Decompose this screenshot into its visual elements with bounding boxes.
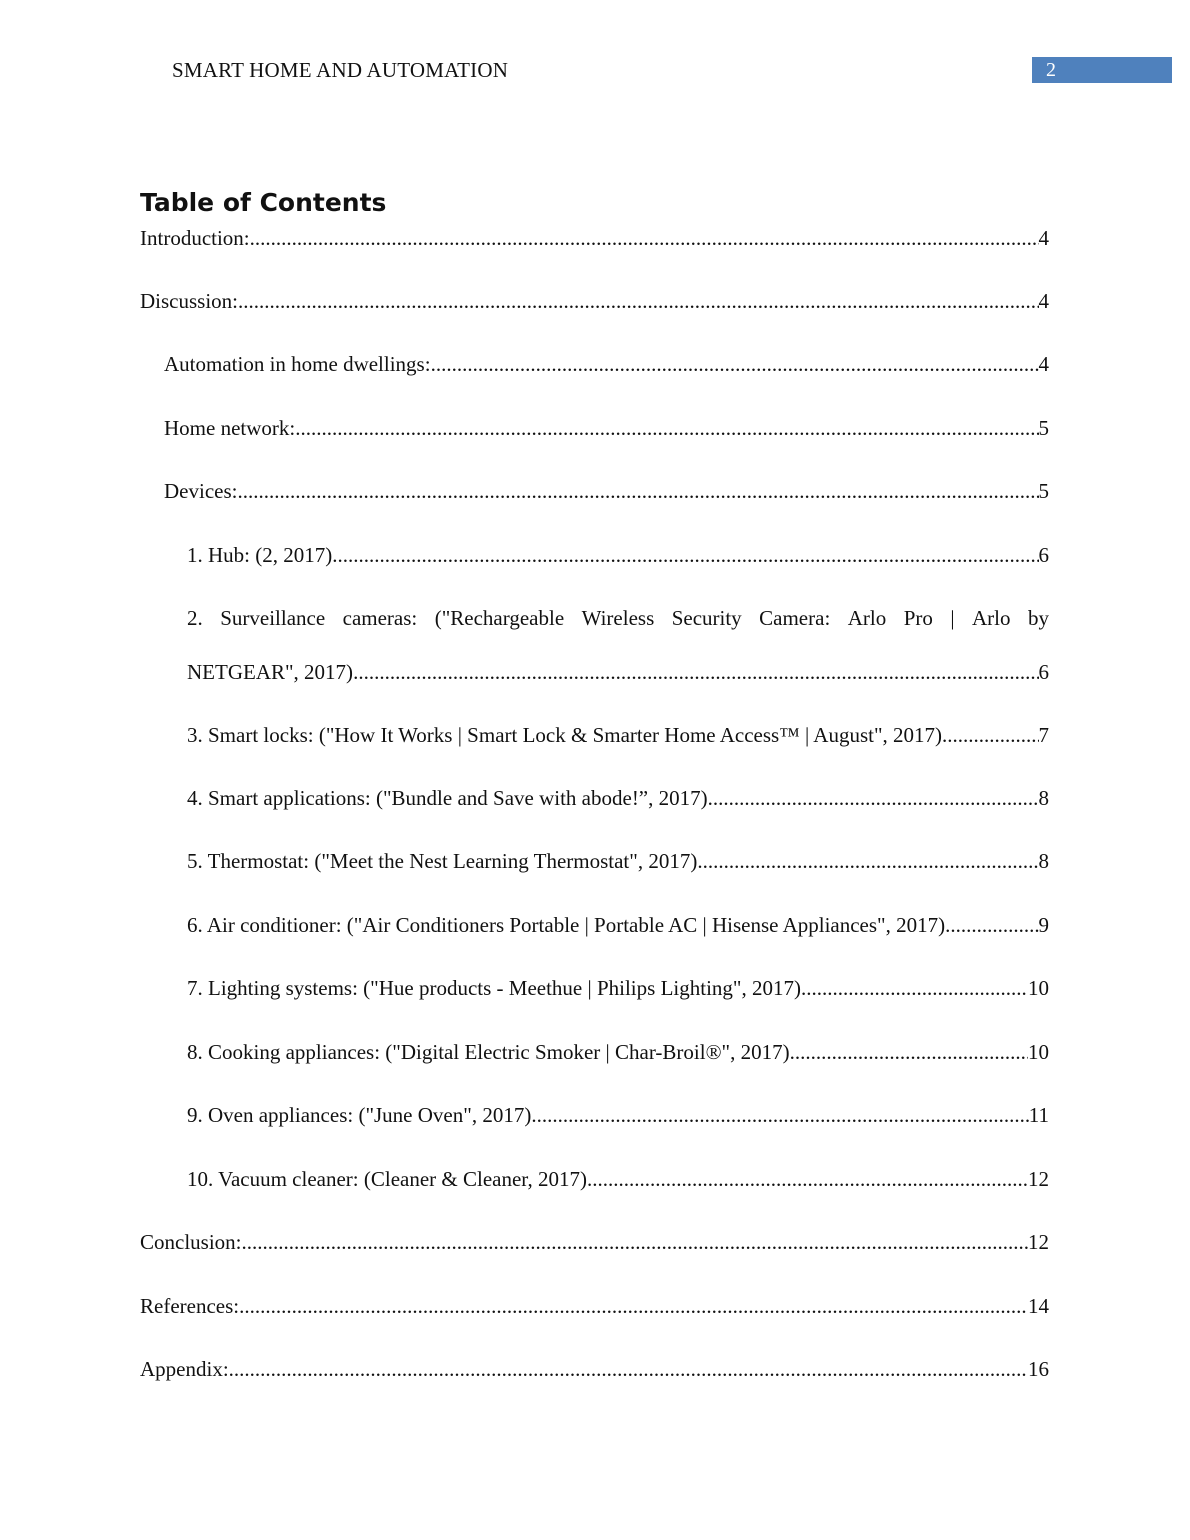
toc-leader-dots bbox=[697, 846, 1038, 876]
toc-word: Arlo bbox=[847, 606, 887, 630]
toc-entry-label: Appendix: bbox=[140, 1357, 229, 1381]
toc-entry-label: 6. Air conditioner: ("Air Conditioners Portable | Portable AC | Hisense Appliances", 2017) bbox=[187, 913, 946, 937]
toc-entry-devices[interactable] bbox=[164, 476, 1049, 506]
toc-leader-dots bbox=[239, 1291, 1028, 1321]
toc-word: Wireless bbox=[581, 606, 655, 630]
toc-leader-dots bbox=[431, 349, 1039, 379]
toc-leader-dots bbox=[945, 910, 1038, 940]
toc-entry-page: 9 bbox=[1038, 913, 1049, 937]
page-number: 2 bbox=[1046, 59, 1056, 81]
toc-word: cameras: bbox=[342, 606, 418, 630]
running-header-title: SMART HOME AND AUTOMATION bbox=[172, 58, 509, 82]
toc-entry-page: 5 bbox=[1038, 479, 1049, 503]
toc-entry-smart-locks[interactable] bbox=[187, 720, 1049, 750]
toc-entry-home-network[interactable] bbox=[164, 413, 1049, 443]
toc-leader-dots bbox=[242, 1227, 1028, 1257]
toc-entry-conclusion[interactable] bbox=[140, 1227, 1049, 1257]
toc-entry-page: 12 bbox=[1028, 1167, 1049, 1191]
toc-entry-page: 7 bbox=[1038, 723, 1049, 747]
toc-entry-page: 16 bbox=[1028, 1357, 1049, 1381]
toc-entry-label: 7. Lighting systems: ("Hue products - Meethue | Philips Lighting", 2017) bbox=[187, 976, 801, 1000]
toc-entry-label: 9. Oven appliances: ("June Oven", 2017) bbox=[187, 1103, 532, 1127]
toc-entry-label: 5. Thermostat: ("Meet the Nest Learning Thermostat", 2017) bbox=[187, 849, 698, 873]
toc-entry-label: 4. Smart applications: ("Bundle and Save with abode!”, 2017) bbox=[187, 786, 708, 810]
toc-word: | bbox=[950, 606, 955, 630]
toc-entry-page: 8 bbox=[1038, 786, 1049, 810]
toc-leader-dots bbox=[942, 720, 1038, 750]
toc-entry-label: Discussion: bbox=[140, 289, 239, 313]
toc-entry-oven-appliances[interactable] bbox=[187, 1100, 1049, 1130]
toc-leader-dots bbox=[353, 657, 1038, 687]
toc-leader-dots bbox=[229, 1354, 1028, 1384]
toc-entry-page: 6 bbox=[1038, 543, 1049, 567]
toc-leader-dots bbox=[801, 973, 1028, 1003]
toc-leader-dots bbox=[238, 286, 1038, 316]
toc-leader-dots bbox=[332, 540, 1038, 570]
toc-entry-label: References: bbox=[140, 1294, 240, 1318]
toc-entry-page: 5 bbox=[1038, 416, 1049, 440]
toc-word: Pro bbox=[903, 606, 933, 630]
toc-word: Arlo bbox=[972, 606, 1011, 630]
toc-word: by bbox=[1027, 606, 1049, 630]
toc-entry-discussion[interactable] bbox=[140, 286, 1049, 316]
toc-entry-page: 4 bbox=[1038, 226, 1049, 250]
toc-entry-label: Conclusion: bbox=[140, 1230, 242, 1254]
toc-entry-label: 1. Hub: (2, 2017) bbox=[187, 543, 333, 567]
toc-entry-page: 4 bbox=[1038, 289, 1049, 313]
toc-leader-dots bbox=[237, 476, 1038, 506]
toc-entry-cooking-appliances[interactable] bbox=[187, 1037, 1049, 1067]
toc-entry-label: Devices: bbox=[164, 479, 238, 503]
toc-leader-dots bbox=[790, 1037, 1028, 1067]
toc-entry-vacuum-cleaner[interactable] bbox=[187, 1164, 1049, 1194]
toc-title: Table of Contents bbox=[140, 188, 387, 217]
toc-entry-page: 14 bbox=[1028, 1294, 1049, 1318]
toc-entry-automation[interactable] bbox=[164, 349, 1049, 379]
toc-entry-page: 4 bbox=[1038, 352, 1049, 376]
toc-entry-label: 8. Cooking appliances: ("Digital Electric Smoker | Char-Broil®", 2017) bbox=[187, 1040, 790, 1064]
toc-leader-dots bbox=[250, 223, 1039, 253]
toc-entry-label: Introduction: bbox=[140, 226, 250, 250]
toc-word: 2. bbox=[187, 606, 203, 630]
toc-entry-label: NETGEAR", 2017) bbox=[187, 660, 354, 684]
toc-leader-dots bbox=[531, 1100, 1028, 1130]
toc-leader-dots bbox=[587, 1164, 1028, 1194]
toc-entry-surveillance-line1[interactable] bbox=[187, 603, 1049, 633]
toc-entry-page: 6 bbox=[1038, 660, 1049, 684]
toc-entry-label: Automation in home dwellings: bbox=[164, 352, 431, 376]
toc-entry-smart-applications[interactable] bbox=[187, 783, 1049, 813]
toc-entry-references[interactable] bbox=[140, 1291, 1049, 1321]
toc-entry-page: 11 bbox=[1028, 1103, 1049, 1127]
toc-entry-lighting-systems[interactable] bbox=[187, 973, 1049, 1003]
toc-entry-surveillance[interactable] bbox=[187, 657, 1049, 687]
toc-entry-label: 10. Vacuum cleaner: (Cleaner & Cleaner, 2017) bbox=[187, 1167, 587, 1191]
toc-entry-page: 10 bbox=[1028, 976, 1049, 1000]
toc-entry-label: 3. Smart locks: ("How It Works | Smart Lock & Smarter Home Access™ | August", 2017) bbox=[187, 723, 943, 747]
toc-entry-thermostat[interactable] bbox=[187, 846, 1049, 876]
toc-word: ("Rechargeable bbox=[434, 606, 565, 630]
toc-entry-appendix[interactable] bbox=[140, 1354, 1049, 1384]
toc-entry-hub[interactable] bbox=[187, 540, 1049, 570]
toc-word: Surveillance bbox=[220, 606, 326, 630]
toc-entry-air-conditioner[interactable] bbox=[187, 910, 1049, 940]
toc-word: Camera: bbox=[759, 606, 831, 630]
toc-leader-dots bbox=[708, 783, 1039, 813]
toc-entry-label: Home network: bbox=[164, 416, 296, 440]
toc-word: Security bbox=[671, 606, 742, 630]
toc-entry-introduction[interactable] bbox=[140, 223, 1049, 253]
toc-entry-page: 12 bbox=[1028, 1230, 1049, 1254]
toc-leader-dots bbox=[295, 413, 1038, 443]
toc-entry-label-line1 bbox=[187, 606, 1049, 630]
toc-entry-page: 8 bbox=[1038, 849, 1049, 873]
page-number-box bbox=[1032, 57, 1172, 83]
toc-entry-page: 10 bbox=[1028, 1040, 1049, 1064]
